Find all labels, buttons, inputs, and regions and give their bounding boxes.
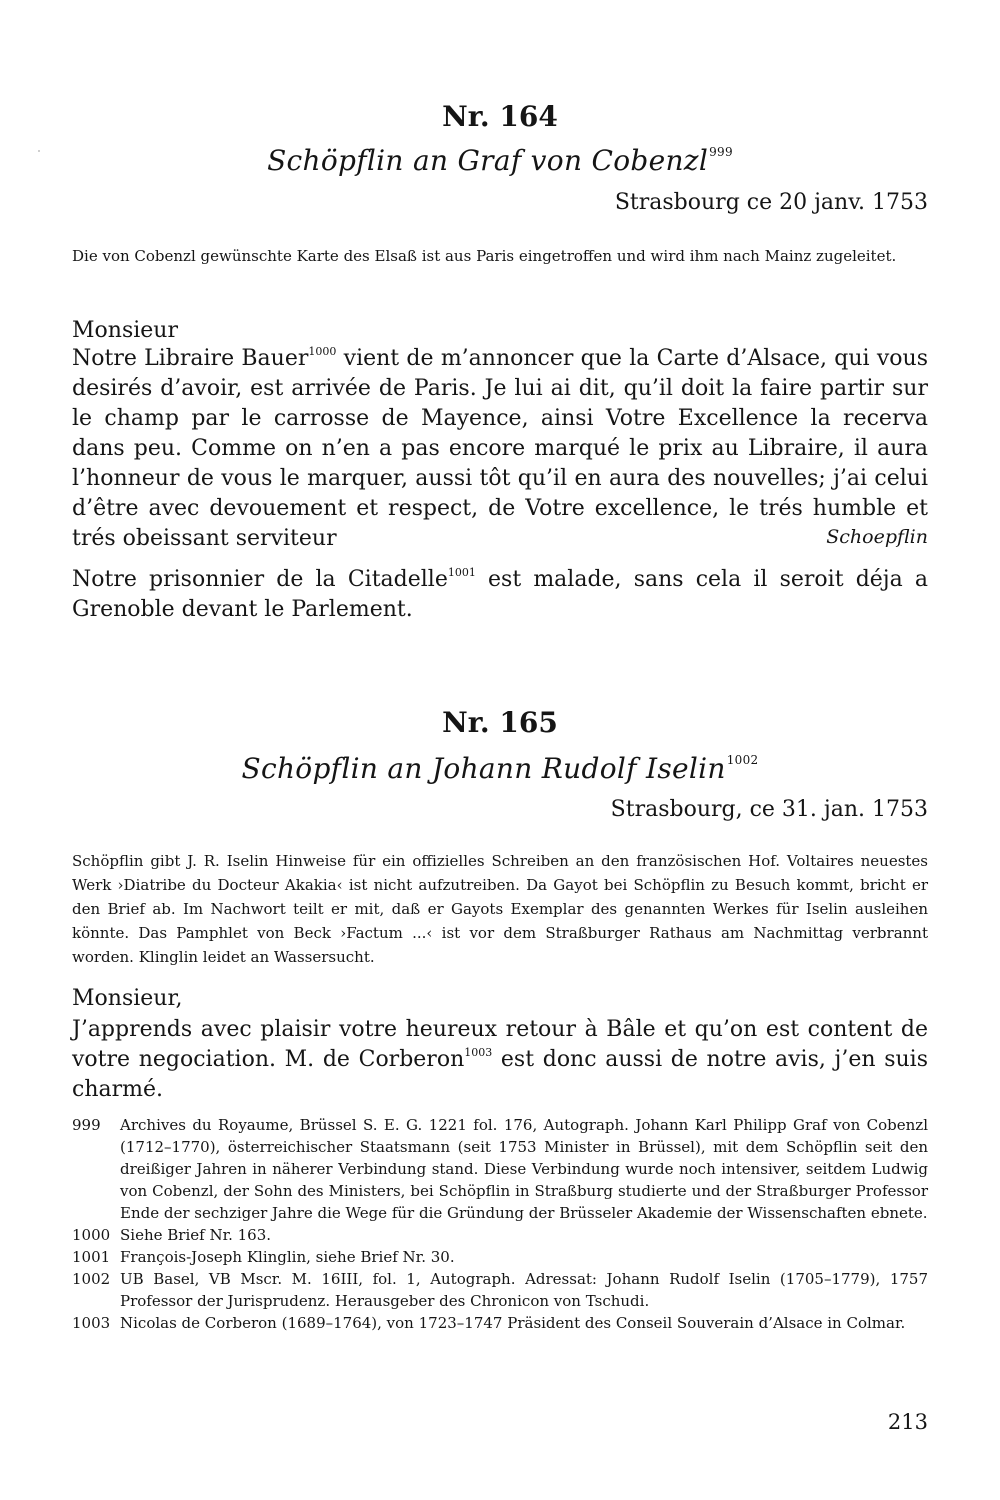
postscript-text-part: est malade, sans cela il seroit déja a Grenoble devant le Parlement. (72, 567, 929, 622)
page-number: 213 (887, 1410, 928, 1434)
body-text-part: Notre Libraire Bauer (72, 346, 309, 371)
postscript-164 (72, 565, 928, 625)
footnote-ref-999: 999 (709, 145, 733, 159)
footnote-number: 1002 (72, 1270, 111, 1288)
footnote-ref-1000: 1000 (308, 345, 337, 358)
letter-number-165: Nr. 165 (442, 706, 558, 739)
footnote-1003 (72, 1312, 928, 1334)
footnotes (72, 1114, 928, 1334)
footnote-999 (72, 1114, 928, 1224)
body-text-part: est donc aussi de notre avis, j’en suis charmé. (72, 1047, 928, 1102)
footnote-text: Nicolas de Corberon (1689–1764), von 1723–1747 Präsident des Conseil Souverain d’Alsace in Colmar. (120, 1314, 906, 1332)
signature-164: Schoepflin (826, 526, 928, 548)
footnote-text: Siehe Brief Nr. 163. (120, 1226, 272, 1244)
letter-body-165 (72, 1015, 928, 1105)
letter-title-text: Schöpflin an Johann Rudolf Iselin (241, 752, 726, 785)
body-text-part: J’apprends avec plaisir votre heureux retour à Bâle et qu’on est content de votre negociation. M. de Corberon (72, 1017, 928, 1072)
footnote-number: 1001 (72, 1248, 111, 1266)
footnote-ref-1001: 1001 (447, 566, 476, 579)
letter-title-text: Schöpflin an Graf von Cobenzl (267, 144, 709, 177)
salutation-164: Monsieur (72, 318, 178, 343)
letter-summary-164: Die von Cobenzl gewünschte Karte des Elsaß ist aus Paris eingetroffen und wird ihm nach Mainz zugeleitet. (72, 247, 897, 265)
postscript-text-part: Notre prisonnier de la Citadelle (72, 567, 448, 592)
letter-body-164 (72, 344, 928, 554)
footnote-ref-1003: 1003 (464, 1046, 493, 1059)
letter-title-165 (72, 752, 928, 785)
scan-speck (38, 150, 40, 152)
footnote-text: François-Joseph Klinglin, siehe Brief Nr. 30. (120, 1248, 455, 1266)
page-content (72, 0, 928, 1500)
salutation-165: Monsieur, (72, 986, 183, 1011)
footnote-text: Archives du Royaume, Brüssel S. E. G. 1221 fol. 176, Autograph. Johann Karl Philipp Graf von Cobenzl (1712–1770), österreichischer Staatsmann (seit 1753 Minister in Brüssel), mit dem Schöpflin seit den dreißiger Jahren in näherer Verbindung stand. Diese Verbindung wurde noch intensiver, seitdem Ludwig von Cobenzl, der Sohn des Ministers, bei Schöpflin in Straßburg studierte und der Straßburger Professor Ende der sechziger Jahre die Wege für die Gründung der Brüsseler Akademie der Wissenschaften ebnete. (120, 1116, 928, 1222)
letter-number-164: Nr. 164 (442, 100, 558, 133)
footnote-number: 1003 (72, 1314, 111, 1332)
dateline-164: Strasbourg ce 20 janv. 1753 (614, 190, 928, 215)
body-text-part: vient de m’annoncer que la Carte d’Alsace, qui vous desirés d’avoir, est arrivée de Paris. Je lui ai dit, qu’il doit la faire partir sur le champ par le carrosse de Mayence, ainsi Votre Excellence la recerva dans peu. Comme on n’en a pas encore marqué le prix au Libraire, il aura l’honneur de vous le marquer, aussi tôt qu’il en aura des nouvelles; j’ai celui d’être avec devouement et respect, de Votre excellence, le trés humble et trés obeissant serviteur (72, 346, 929, 551)
footnote-text: UB Basel, VB Mscr. M. 16III, fol. 1, Autograph. Adressat: Johann Rudolf Iselin (1705–1779), 1757 Professor der Jurisprudenz. Herausgeber des Chronicon von Tschudi. (120, 1270, 928, 1310)
footnote-ref-1002: 1002 (726, 753, 759, 767)
footnote-1002 (72, 1268, 928, 1312)
letter-title-164 (72, 144, 928, 177)
footnote-1000 (72, 1224, 928, 1246)
footnote-1001 (72, 1246, 928, 1268)
dateline-165: Strasbourg, ce 31. jan. 1753 (610, 797, 928, 822)
footnote-number: 999 (72, 1116, 101, 1134)
letter-summary-165: Schöpflin gibt J. R. Iselin Hinweise für ein offizielles Schreiben an den französischen Hof. Voltaires neuestes Werk ›Diatribe du Docteur Akakia‹ ist nicht aufzutreiben. Da Gayot bei Schöpflin zu Besuch kommt, bricht er den Brief ab. Im Nachwort teilt er mit, daß er Gayots Exemplar des genannten Werkes für Iselin ausleihen könnte. Das Pamphlet von Beck ›Factum ...‹ ist vor dem Straßburger Rathaus am Nachmittag verbrannt worden. Klinglin leidet an Wassersucht. (72, 852, 928, 966)
footnote-number: 1000 (72, 1226, 111, 1244)
